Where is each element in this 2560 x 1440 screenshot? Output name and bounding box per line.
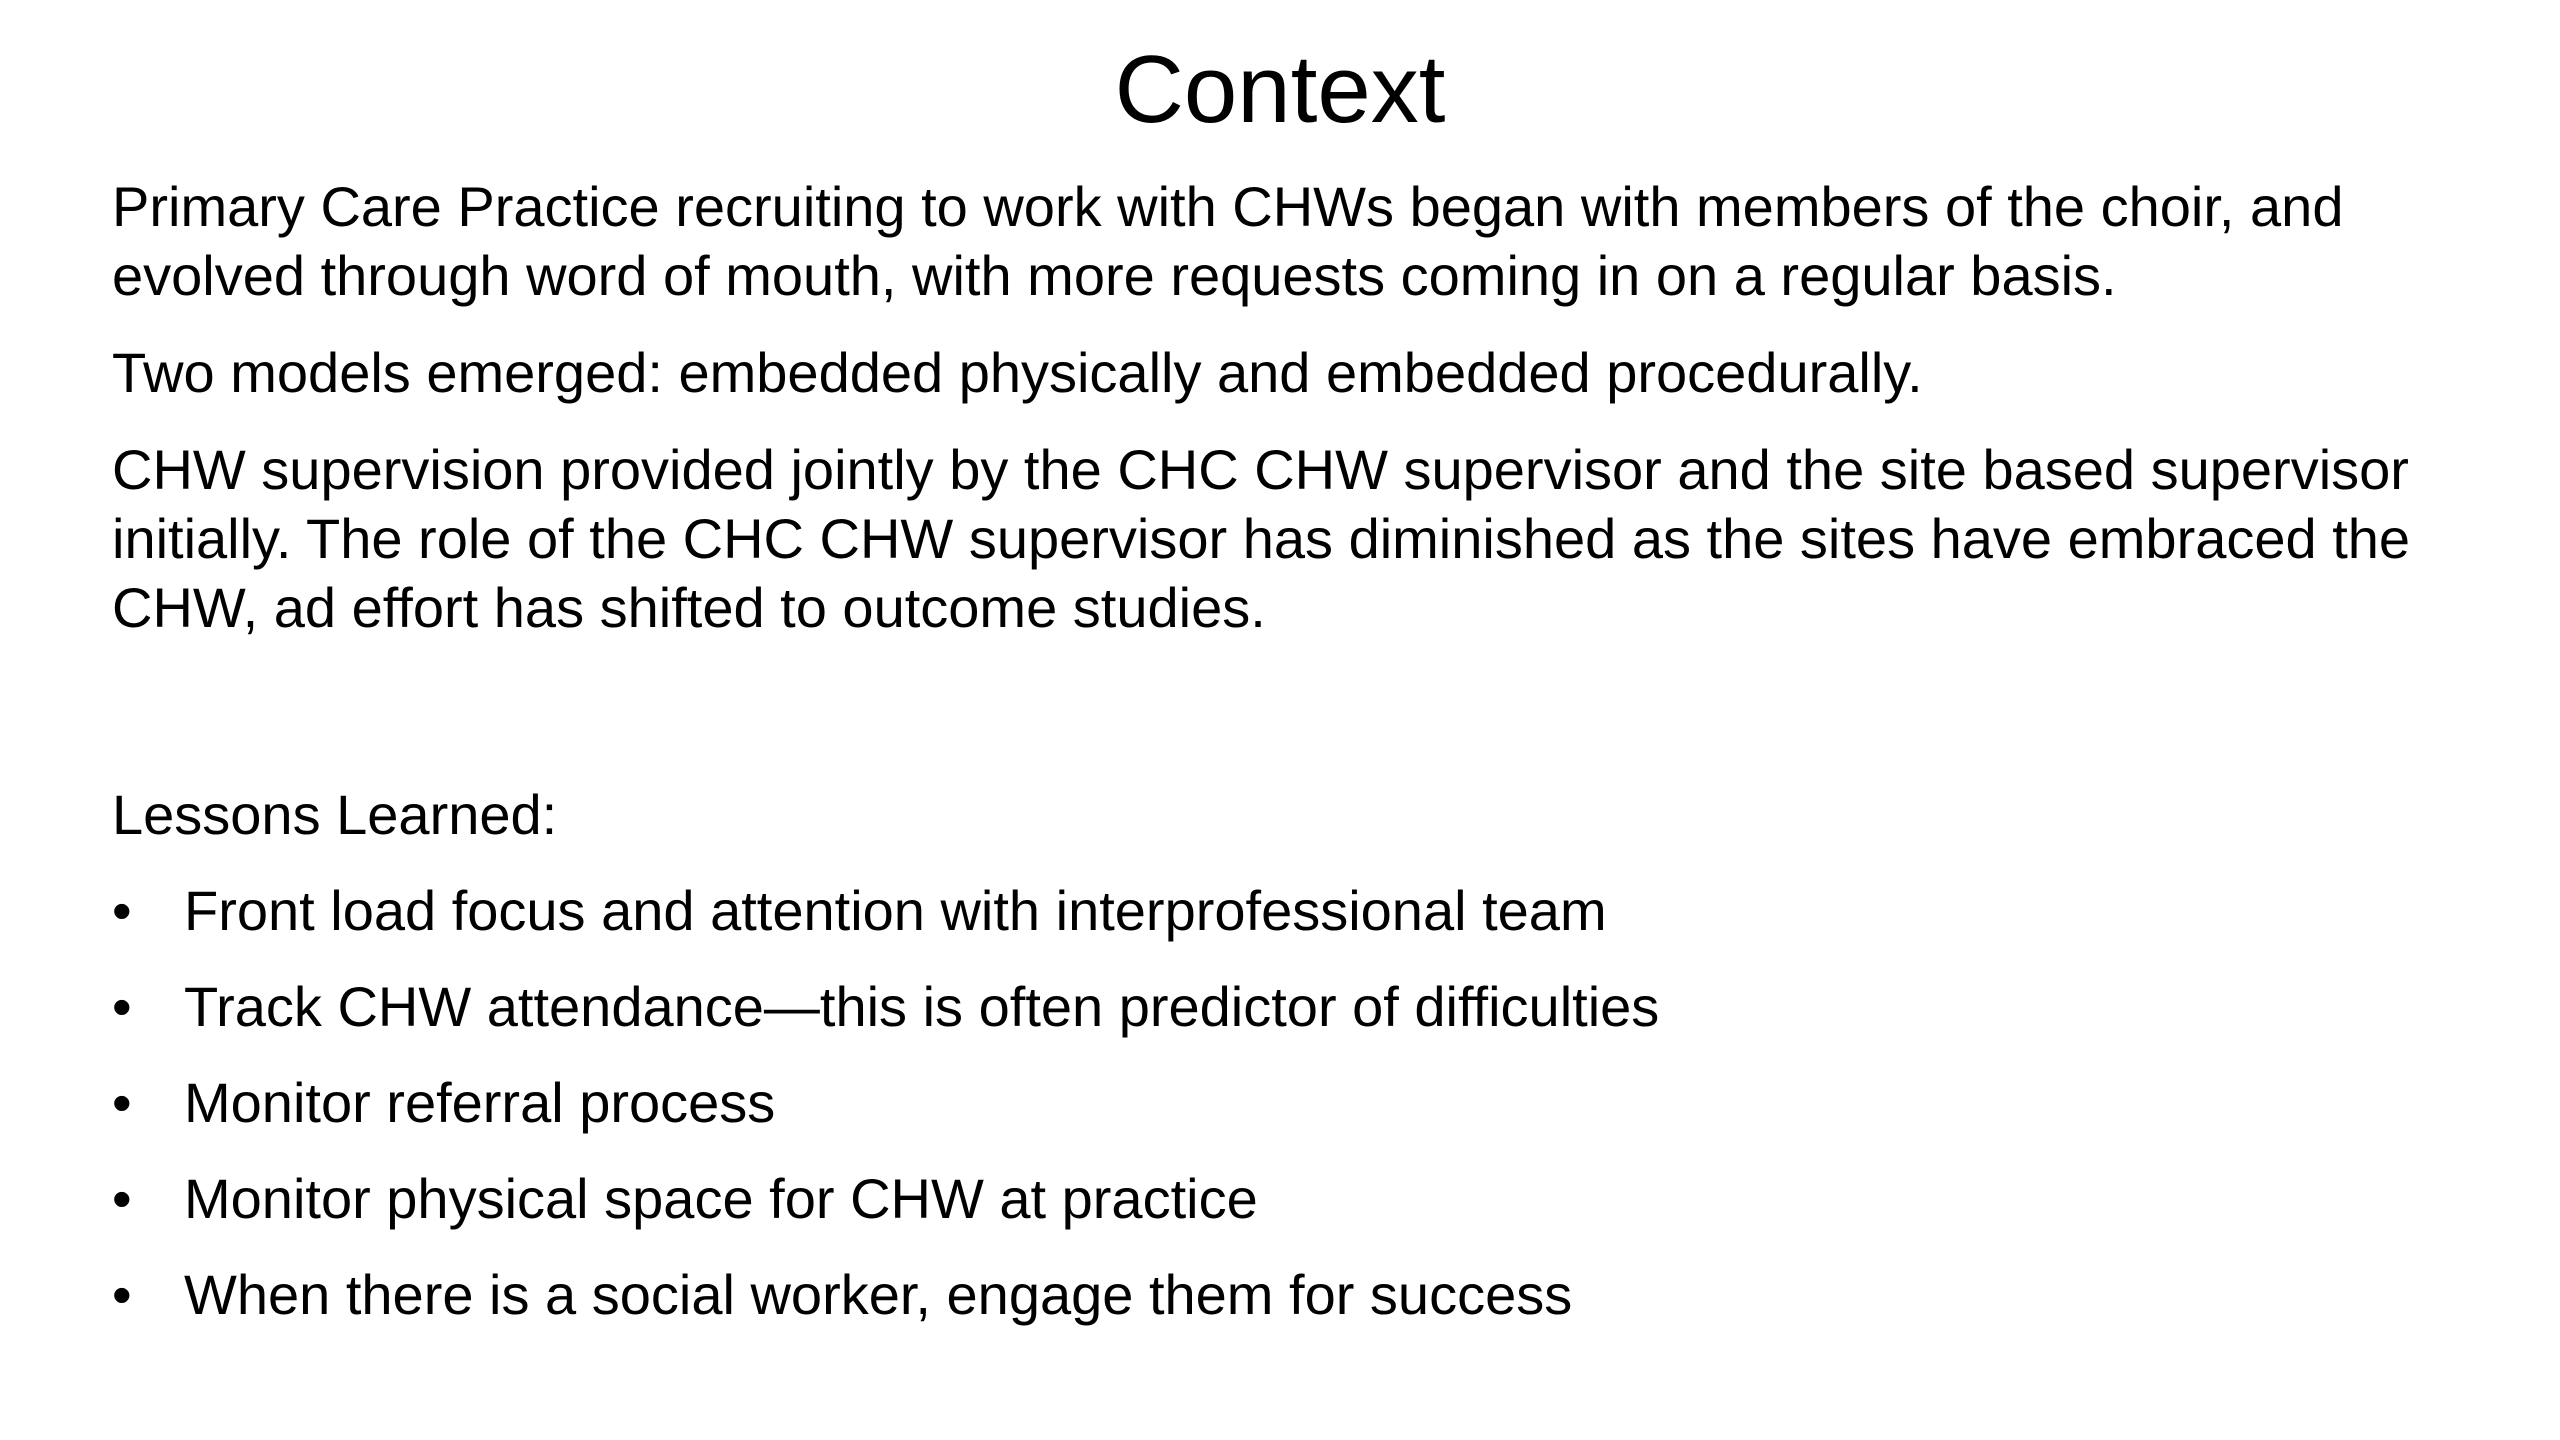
- context-paragraph-models: Two models emerged: embedded physically and embedded procedurally.: [112, 341, 1923, 404]
- list-item: [112, 876, 2512, 945]
- list-item: [112, 1068, 2512, 1137]
- context-paragraph-supervision: CHW supervision provided jointly by the CHC CHW supervisor and the site based supervisor initially. The role of the CHC CHW supervisor has diminished as the sites have embraced the CHW, ad effort has shifted to outcome studies.: [112, 438, 2411, 639]
- bullet-icon: •: [112, 1263, 132, 1326]
- section-spacer: [112, 670, 2512, 780]
- list-item: [112, 1260, 2512, 1329]
- bullet-icon: •: [112, 879, 132, 942]
- lesson-text: Front load focus and attention with interprofessional team: [184, 879, 1607, 942]
- slide-title: Context: [1114, 36, 1446, 143]
- lesson-text: When there is a social worker, engage them for success: [184, 1263, 1573, 1326]
- slide-body: [112, 172, 2512, 1356]
- bullet-icon: •: [112, 975, 132, 1038]
- lesson-text: Track CHW attendance—this is often predictor of difficulties: [184, 975, 1660, 1038]
- list-item: [112, 1164, 2512, 1233]
- lessons-list: [112, 876, 2512, 1329]
- list-item: [112, 972, 2512, 1041]
- lesson-text: Monitor physical space for CHW at practice: [184, 1167, 1258, 1230]
- context-paragraph-recruiting: Primary Care Practice recruiting to work with CHWs began with members of the choir, and evolved through word of mouth, with more requests coming in on a regular basis.: [112, 175, 2344, 307]
- bullet-icon: •: [112, 1071, 132, 1134]
- lessons-heading: Lessons Learned:: [112, 783, 558, 846]
- lesson-text: Monitor referral process: [184, 1071, 776, 1134]
- bullet-icon: •: [112, 1167, 132, 1230]
